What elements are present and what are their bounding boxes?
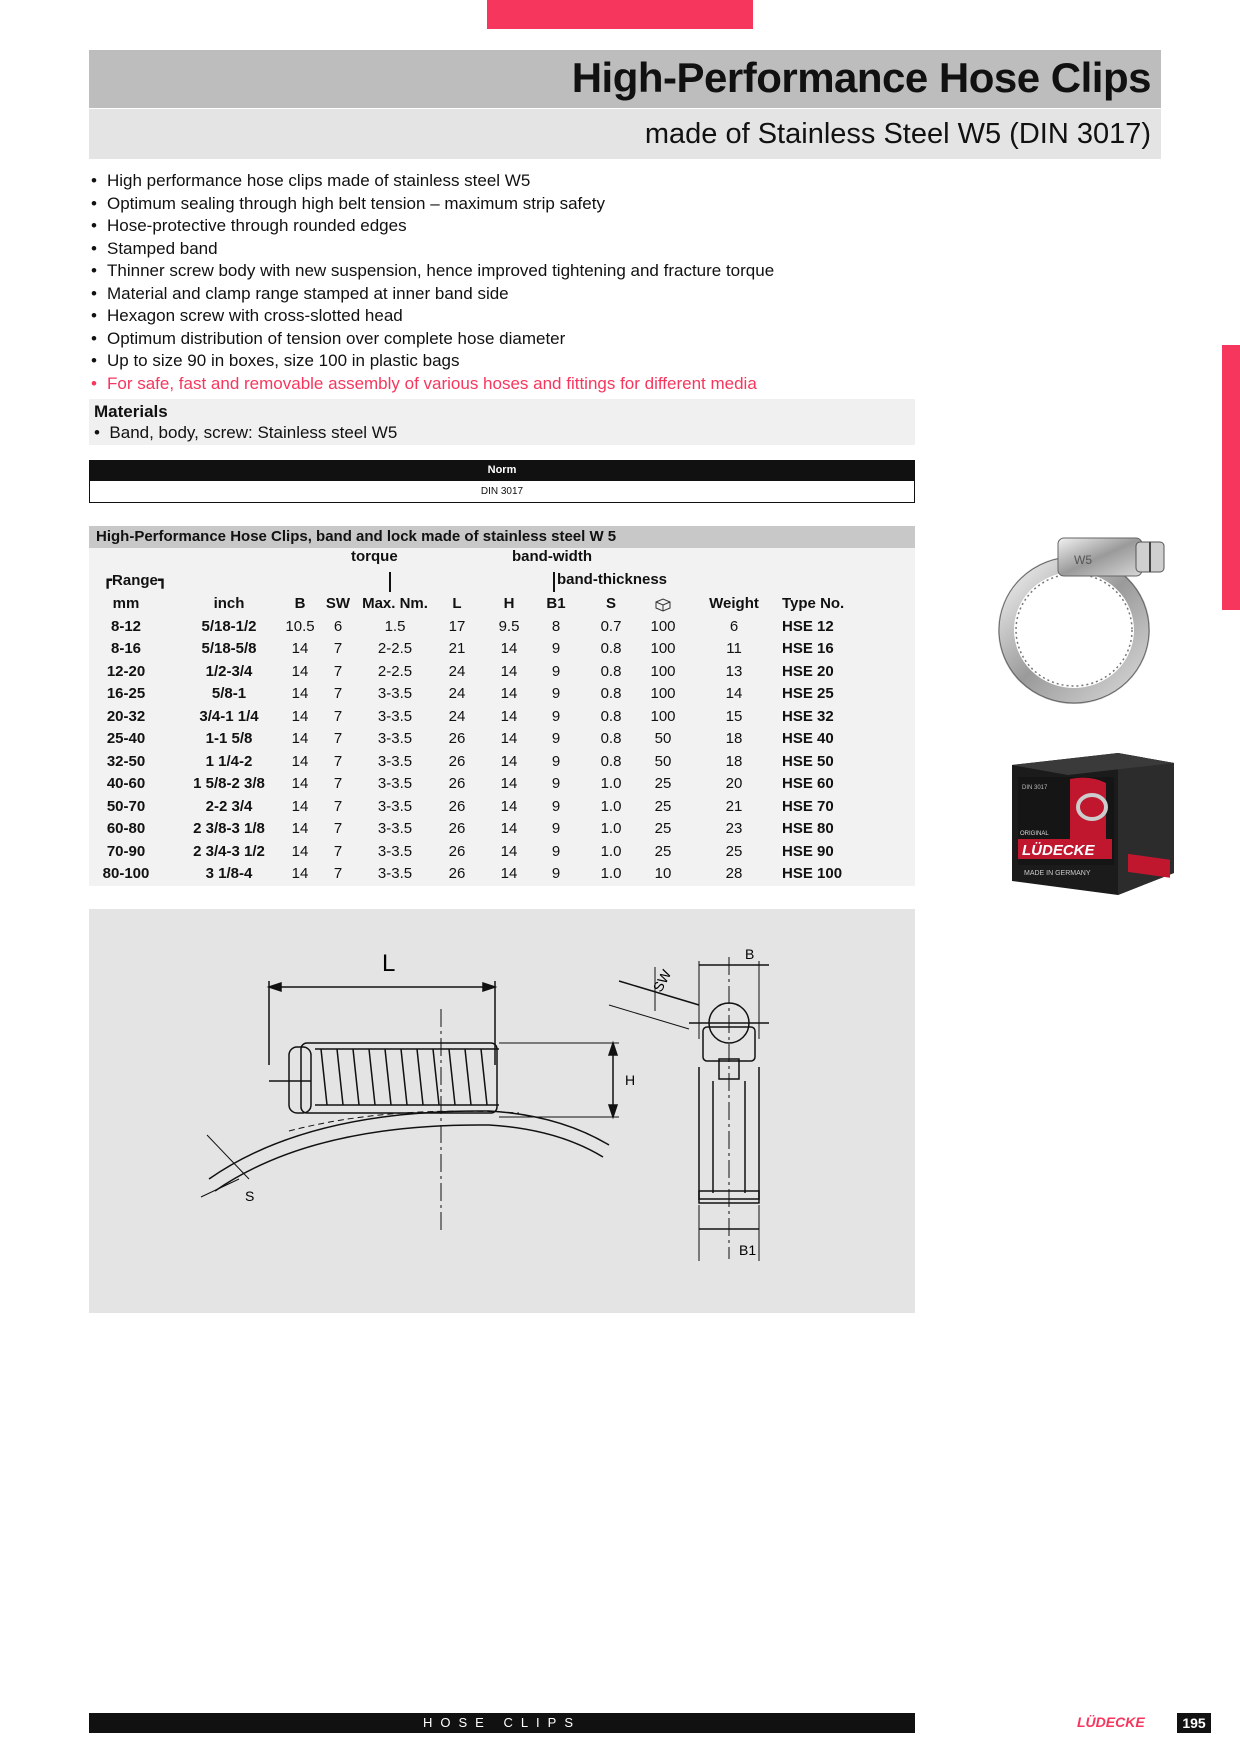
- range-label-text: Range: [112, 572, 158, 589]
- cell-weight: 23: [725, 820, 743, 837]
- subtitle-bar: [89, 109, 1161, 159]
- feature-item: • Hexagon screw with cross-slotted head: [89, 305, 919, 328]
- cell-s: 0.8: [600, 640, 622, 657]
- col-header-b: B: [294, 595, 306, 612]
- technical-drawing: [89, 909, 915, 1313]
- range-label: ┏Range┓: [103, 572, 167, 589]
- cell-mm: 80-100: [102, 865, 150, 882]
- cell-b1: 9: [551, 865, 561, 882]
- cell-b1: 8: [551, 617, 561, 635]
- band-width-label: band-width: [512, 548, 592, 565]
- cell-b: 14: [291, 685, 309, 702]
- cell-h: 14: [500, 685, 518, 702]
- cell-l: 26: [448, 797, 466, 815]
- cell-b1: 9: [551, 775, 561, 792]
- cell-s: 0.7: [600, 617, 622, 635]
- cell-box-qty: 100: [650, 707, 676, 725]
- cell-l: 24: [448, 707, 466, 725]
- cell-weight: 13: [725, 662, 743, 680]
- table-row: [89, 863, 915, 886]
- side-accent-tab: [1222, 345, 1240, 610]
- cell-b1: 9: [551, 842, 561, 860]
- cell-inch: 1-1 5/8: [205, 730, 253, 747]
- cell-l: 21: [448, 640, 466, 657]
- col-header-b1: B1: [546, 595, 566, 612]
- cell-type-no: HSE 50: [782, 752, 834, 770]
- cell-box-qty: 100: [650, 640, 676, 657]
- col-header-type-no: Type No.: [782, 595, 845, 612]
- cell-s: 1.0: [600, 842, 622, 860]
- cell-b1: 9: [551, 685, 561, 702]
- box-made-in-text: MADE IN GERMANY: [1024, 870, 1091, 877]
- cell-b: 14: [291, 865, 309, 882]
- top-accent-tab: [487, 0, 753, 29]
- clip-stamp-text: W5: [1074, 553, 1092, 567]
- cell-type-no: HSE 80: [782, 820, 834, 837]
- cell-l: 17: [448, 617, 466, 635]
- norm-header: Norm: [89, 460, 915, 481]
- feature-item-highlight: • For safe, fast and removable assembly of various hoses and fittings for different media: [89, 373, 919, 396]
- cell-s: 0.8: [600, 685, 622, 702]
- cell-box-qty: 50: [654, 730, 672, 747]
- cell-box-qty: 25: [654, 842, 672, 860]
- footer-section: HOSE CLIPS: [422, 1715, 582, 1730]
- col-header-max-nm: Max. Nm.: [362, 595, 428, 612]
- box-din-text: DIN 3017: [1022, 785, 1048, 791]
- cell-b: 14: [291, 820, 309, 837]
- cell-inch: 1 5/8-2 3/8: [193, 775, 265, 792]
- product-box-photo: [1008, 747, 1178, 897]
- cell-b: 14: [291, 707, 309, 725]
- cell-sw: 7: [333, 662, 343, 680]
- cell-max-nm: 3-3.5: [377, 730, 413, 747]
- cell-mm: 8-16: [110, 640, 142, 657]
- cell-inch: 5/8-1: [211, 685, 247, 702]
- feature-item: • Optimum distribution of tension over complete hose diameter: [89, 328, 919, 351]
- col-header-s: S: [605, 595, 617, 612]
- cell-b1: 9: [551, 820, 561, 837]
- cell-l: 26: [448, 842, 466, 860]
- col-header-inch: inch: [213, 595, 245, 612]
- cell-weight: 11: [726, 640, 742, 657]
- cell-s: 1.0: [600, 820, 622, 837]
- cell-sw: 6: [333, 617, 343, 635]
- cell-mm: 50-70: [106, 797, 146, 815]
- cell-max-nm: 3-3.5: [377, 842, 413, 860]
- table-row: [89, 616, 915, 639]
- cell-inch: 2 3/8-3 1/8: [193, 820, 265, 837]
- table-row: [89, 751, 915, 774]
- cell-sw: 7: [333, 640, 343, 657]
- cell-b1: 9: [551, 797, 561, 815]
- cell-max-nm: 1.5: [384, 617, 406, 635]
- dim-label-s: S: [245, 1188, 255, 1204]
- cell-inch: 2-2 3/4: [205, 797, 253, 815]
- cell-type-no: HSE 100: [782, 865, 843, 882]
- cell-box-qty: 100: [650, 662, 676, 680]
- col-header-h: H: [503, 595, 515, 612]
- feature-item: • Thinner screw body with new suspension, hence improved tightening and fracture torque: [89, 260, 919, 283]
- hose-clip-photo: [996, 520, 1186, 710]
- cell-h: 14: [500, 640, 518, 657]
- table-row: [89, 683, 915, 706]
- cell-sw: 7: [333, 865, 343, 882]
- cell-l: 26: [448, 752, 466, 770]
- cell-b1: 9: [551, 640, 561, 657]
- cell-l: 26: [448, 820, 466, 837]
- cell-box-qty: 25: [654, 775, 672, 792]
- cell-weight: 15: [725, 707, 743, 725]
- cell-l: 26: [448, 775, 466, 792]
- cell-b: 14: [291, 730, 309, 747]
- cell-mm: 16-25: [106, 685, 146, 702]
- cell-l: 26: [448, 730, 466, 747]
- cell-box-qty: 25: [654, 797, 672, 815]
- norm-value: DIN 3017: [89, 481, 915, 503]
- cell-h: 14: [500, 707, 518, 725]
- cell-max-nm: 3-3.5: [377, 820, 413, 837]
- materials-item: • Band, body, screw: Stainless steel W5: [94, 423, 398, 442]
- materials-heading: Materials: [94, 402, 168, 421]
- cell-mm: 8-12: [110, 617, 142, 635]
- cell-inch: 5/18-1/2: [201, 617, 257, 635]
- page-subtitle: made of Stainless Steel W5 (DIN 3017): [644, 118, 1151, 150]
- cell-b: 14: [291, 752, 309, 770]
- table-row: [89, 706, 915, 729]
- cell-s: 1.0: [600, 775, 622, 792]
- cell-h: 14: [500, 820, 518, 837]
- cell-s: 0.8: [600, 730, 622, 747]
- feature-item: • Up to size 90 in boxes, size 100 in plastic bags: [89, 350, 919, 373]
- cell-weight: 14: [725, 685, 743, 702]
- cell-box-qty: 100: [650, 685, 676, 702]
- cell-sw: 7: [333, 775, 343, 792]
- cell-inch: 1 1/4-2: [205, 752, 253, 770]
- table-row: [89, 773, 915, 796]
- col-header-weight: Weight: [709, 595, 759, 612]
- cell-inch: 3/4-1 1/4: [199, 707, 259, 725]
- cell-h: 14: [500, 865, 518, 882]
- footer-bar: [89, 1713, 915, 1733]
- spec-table: [89, 548, 915, 886]
- cell-inch: 1/2-3/4: [205, 662, 253, 680]
- cell-l: 24: [448, 685, 466, 702]
- cell-weight: 18: [725, 730, 743, 747]
- cell-h: 14: [500, 842, 518, 860]
- cell-type-no: HSE 12: [782, 617, 834, 635]
- cell-h: 14: [500, 730, 518, 747]
- cell-box-qty: 10: [654, 865, 672, 882]
- cell-sw: 7: [333, 707, 343, 725]
- cell-inch: 5/18-5/8: [201, 640, 257, 657]
- cell-weight: 6: [729, 617, 739, 635]
- cell-sw: 7: [333, 842, 343, 860]
- dim-label-h: H: [625, 1072, 636, 1088]
- cell-mm: 70-90: [106, 842, 146, 860]
- cell-type-no: HSE 16: [782, 640, 834, 657]
- col-header-mm: mm: [112, 595, 140, 612]
- table-row: [89, 728, 915, 751]
- band-thickness-divider: [553, 572, 555, 592]
- title-bar: [89, 50, 1161, 108]
- cell-weight: 21: [725, 797, 743, 815]
- cell-l: 24: [448, 662, 466, 680]
- cell-b: 14: [291, 640, 309, 657]
- cell-s: 0.8: [600, 662, 622, 680]
- table-row: [89, 818, 915, 841]
- cell-mm: 32-50: [106, 752, 146, 770]
- cell-sw: 7: [333, 685, 343, 702]
- feature-item: • Optimum sealing through high belt tension – maximum strip safety: [89, 193, 919, 216]
- box-brand-text: LÜDECKE: [1022, 842, 1095, 859]
- cell-type-no: HSE 90: [782, 842, 834, 860]
- cell-max-nm: 3-3.5: [377, 865, 413, 882]
- cell-s: 1.0: [600, 797, 622, 815]
- cell-max-nm: 3-3.5: [377, 752, 413, 770]
- cell-box-qty: 25: [654, 820, 672, 837]
- cell-h: 14: [500, 797, 518, 815]
- cell-b: 14: [291, 797, 309, 815]
- cell-sw: 7: [333, 797, 343, 815]
- cell-box-qty: 50: [654, 752, 672, 770]
- footer-brand: LÜDECKE: [1077, 1714, 1145, 1730]
- cell-mm: 20-32: [106, 707, 146, 725]
- cell-weight: 28: [725, 865, 743, 882]
- cell-max-nm: 3-3.5: [377, 775, 413, 792]
- torque-divider: [389, 572, 391, 592]
- cell-sw: 7: [333, 820, 343, 837]
- cell-type-no: HSE 25: [782, 685, 834, 702]
- cell-weight: 25: [725, 842, 743, 860]
- dim-label-sw: SW: [649, 966, 675, 995]
- cell-max-nm: 3-3.5: [377, 707, 413, 725]
- cell-b1: 9: [551, 730, 561, 747]
- feature-list: [89, 170, 919, 395]
- dim-label-b1: B1: [739, 1242, 757, 1258]
- cell-b1: 9: [551, 707, 561, 725]
- table-row: [89, 796, 915, 819]
- cell-b1: 9: [551, 662, 561, 680]
- cell-mm: 40-60: [106, 775, 146, 792]
- cell-type-no: HSE 32: [782, 707, 834, 725]
- cell-b1: 9: [551, 752, 561, 770]
- cell-mm: 25-40: [106, 730, 146, 747]
- cell-inch: 3 1/8-4: [205, 865, 253, 882]
- cell-h: 14: [500, 775, 518, 792]
- cell-box-qty: 100: [650, 617, 676, 635]
- cell-h: 14: [500, 752, 518, 770]
- cell-sw: 7: [333, 752, 343, 770]
- table-row: [89, 841, 915, 864]
- band-thickness-label: band-thickness: [557, 571, 668, 588]
- spec-table-title-text: High-Performance Hose Clips, band and lock made of stainless steel W 5: [96, 528, 617, 545]
- cell-max-nm: 2-2.5: [377, 640, 413, 657]
- cell-h: 14: [500, 662, 518, 680]
- table-row: [89, 638, 915, 661]
- feature-item: • Stamped band: [89, 238, 919, 261]
- cell-b: 10.5: [285, 617, 315, 635]
- page-number: 195: [1177, 1713, 1211, 1733]
- cell-type-no: HSE 70: [782, 797, 834, 815]
- cell-max-nm: 2-2.5: [377, 662, 413, 680]
- spec-table-title: [89, 526, 915, 548]
- cell-type-no: HSE 40: [782, 730, 834, 747]
- cell-s: 1.0: [600, 865, 622, 882]
- table-row: [89, 661, 915, 684]
- cell-inch: 2 3/4-3 1/2: [193, 842, 265, 860]
- table-header-row: [89, 593, 915, 616]
- col-header-sw: SW: [325, 595, 351, 612]
- cell-max-nm: 3-3.5: [377, 797, 413, 815]
- box-original-text: ORIGINAL: [1020, 831, 1049, 837]
- feature-item: • High performance hose clips made of stainless steel W5: [89, 170, 919, 193]
- cell-mm: 60-80: [106, 820, 146, 837]
- cell-type-no: HSE 60: [782, 775, 834, 792]
- cell-b: 14: [291, 775, 309, 792]
- cell-sw: 7: [333, 730, 343, 747]
- cell-b: 14: [291, 842, 309, 860]
- torque-label: torque: [351, 548, 398, 565]
- col-header-l: L: [452, 595, 462, 612]
- cell-l: 26: [448, 865, 466, 882]
- materials-item-text: Band, body, screw: Stainless steel W5: [109, 423, 398, 442]
- feature-item: • Hose-protective through rounded edges: [89, 215, 919, 238]
- cell-weight: 18: [725, 752, 743, 770]
- cell-s: 0.8: [600, 707, 622, 725]
- page-title: High-Performance Hose Clips: [571, 54, 1151, 101]
- cell-weight: 20: [725, 775, 743, 792]
- dim-label-l: L: [382, 950, 396, 977]
- cell-h: 9.5: [498, 617, 520, 635]
- cell-s: 0.8: [600, 752, 622, 770]
- feature-item: • Material and clamp range stamped at inner band side: [89, 283, 919, 306]
- materials-section: [89, 399, 915, 445]
- cell-type-no: HSE 20: [782, 662, 834, 680]
- dim-label-b: B: [745, 946, 755, 962]
- cell-b: 14: [291, 662, 309, 680]
- cell-max-nm: 3-3.5: [377, 685, 413, 702]
- cell-mm: 12-20: [106, 662, 146, 680]
